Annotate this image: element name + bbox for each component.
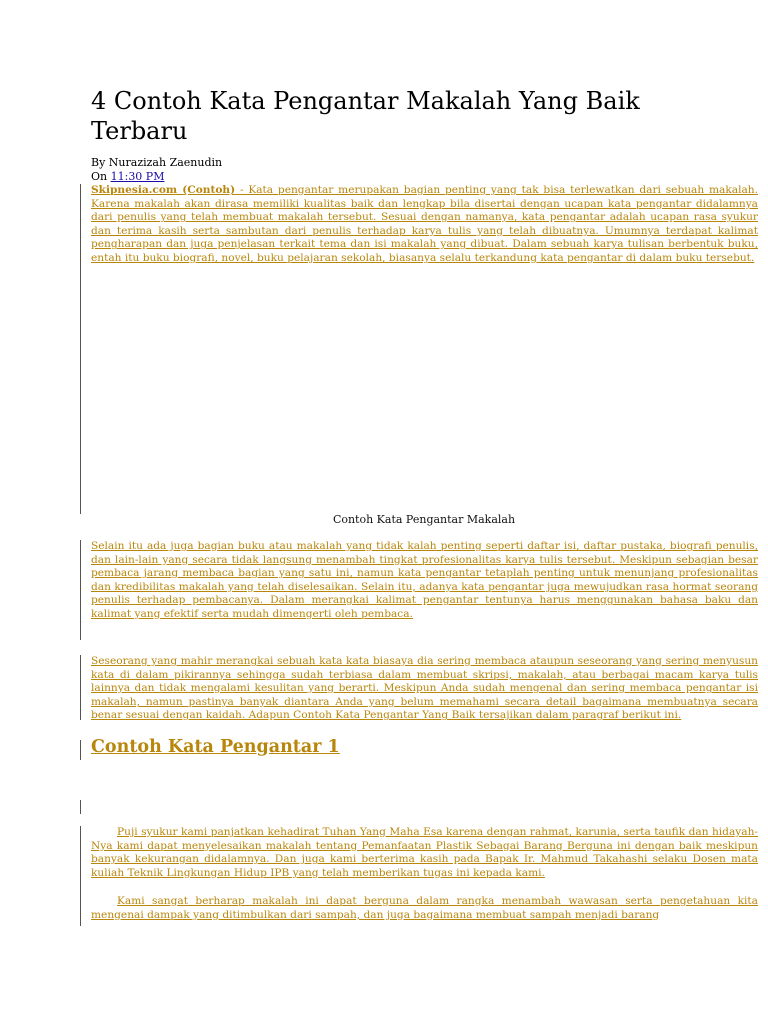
intro-paragraph[interactable] [91,184,758,266]
left-border [80,800,81,814]
left-border [80,540,81,640]
paragraph-3[interactable]: Seseorang yang mahir merangkai sebuah kata kata biasaya dia sering membaca ataupun seseorang yang sering menyusun kata di dalam pikirannya sehingga sudah terbiasa dalam membuat skripsi, makalah, atau berbagai macam karya tulis lainnya dan tidak mengalami kesulitan yang berarti. Meskipun Anda sudah mengenal dan sering membaca pengantar isi makalah, namun pastinya banyak diantara Anda yang belum memahami secara detail bagaimana membuatnya secara benar sesuai dengan kaidah. Adapun Contoh Kata Pengantar Yang Baik tersajikan dalam paragraf berikut ini. [91,655,758,722]
time-link[interactable]: 11:30 PM [110,170,165,183]
left-border [80,826,81,926]
image-caption: Contoh Kata Pengantar Makalah [332,513,516,526]
source-link[interactable]: Skipnesia.com (Contoh) [91,184,236,196]
article-title: 4 Contoh Kata Pengantar Makalah Yang Baik Terbaru [91,87,640,145]
paragraph-5[interactable] [91,895,758,922]
section-heading[interactable]: Contoh Kata Pengantar 1 [91,737,340,757]
paragraph-4-text: Puji syukur kami panjatkan kehadirat Tuhan Yang Maha Esa karena dengan rahmat, karunia, serta taufik dan hidayah-Nya kami dapat menyelesaikan makalah tentang Pemanfaatan Plastik Sebagai Barang Berguna ini dengan baik meskipun banyak kekurangan didalamnya. Dan juga kami berterima kasih pada Bapak Ir. Mahmud Takahashi selaku Dosen mata kuliah Teknik Lingkungan Hidup IPB yang telah memberikan tugas ini kepada kami. [91,826,758,879]
left-border [80,655,81,720]
paragraph-4[interactable] [91,826,758,880]
intro-text: - Kata pengantar merupakan bagian penting yang tak bisa terlewatkan dari sebuah makalah. Karena makalah akan dirasa memiliki kualitas baik dan lengkap bila disertai dengan ucapan kata pengantar didalamnya dari penulis yang telah membuat makalah tersebut. Sesuai dengan namanya, kata pengantar adalah ucapan rasa syukur dan terima kasih serta sambutan dari penulis terhadap karya tulis yang telah dibuatnya. Umumnya terdapat kalimat pengharapan dan juga penjelasan terkait tema dan isi makalah yang dibuat. Dalam sebuah karya tulisan berbentuk buku, entah itu buku biografi, novel, buku pelajaran sekolah, biasanya selalu terkandung kata pengantar di dalam buku tersebut. [91,184,758,264]
post-date [91,170,164,183]
paragraph-2[interactable]: Selain itu ada juga bagian buku atau makalah yang tidak kalah penting seperti daftar isi, daftar pustaka, biografi penulis, dan lain-lain yang secara tidak langsung menambah tingkat profesionalitas karya tulis tersebut. Meskipun sebagian besar pembaca jarang membaca bagian yang satu ini, namun kata pengantar tetaplah penting untuk menunjang profesionalitas dan kredibilitas makalah yang telah diselesaikan. Selain itu, adanya kata pengantar juga mewujudkan rasa hormat seorang penulis terhadap pembacanya. Dalam merangkai kalimat pengantar tentunya harus menggunakan bahasa baku dan kalimat yang efektif serta mudah dimengerti oleh pembaca. [91,540,758,620]
paragraph-5-text: Kami sangat berharap makalah ini dapat berguna dalam rangka menambah wawasan serta pengetahuan kita mengenai dampak yang ditimbulkan dari sampah, dan juga bagaimana membuat sampah menjadi barang [91,895,758,921]
left-border [80,184,81,514]
byline: By Nurazizah Zaenudin [91,156,223,169]
left-border [80,740,81,760]
on-label: On [91,170,108,183]
